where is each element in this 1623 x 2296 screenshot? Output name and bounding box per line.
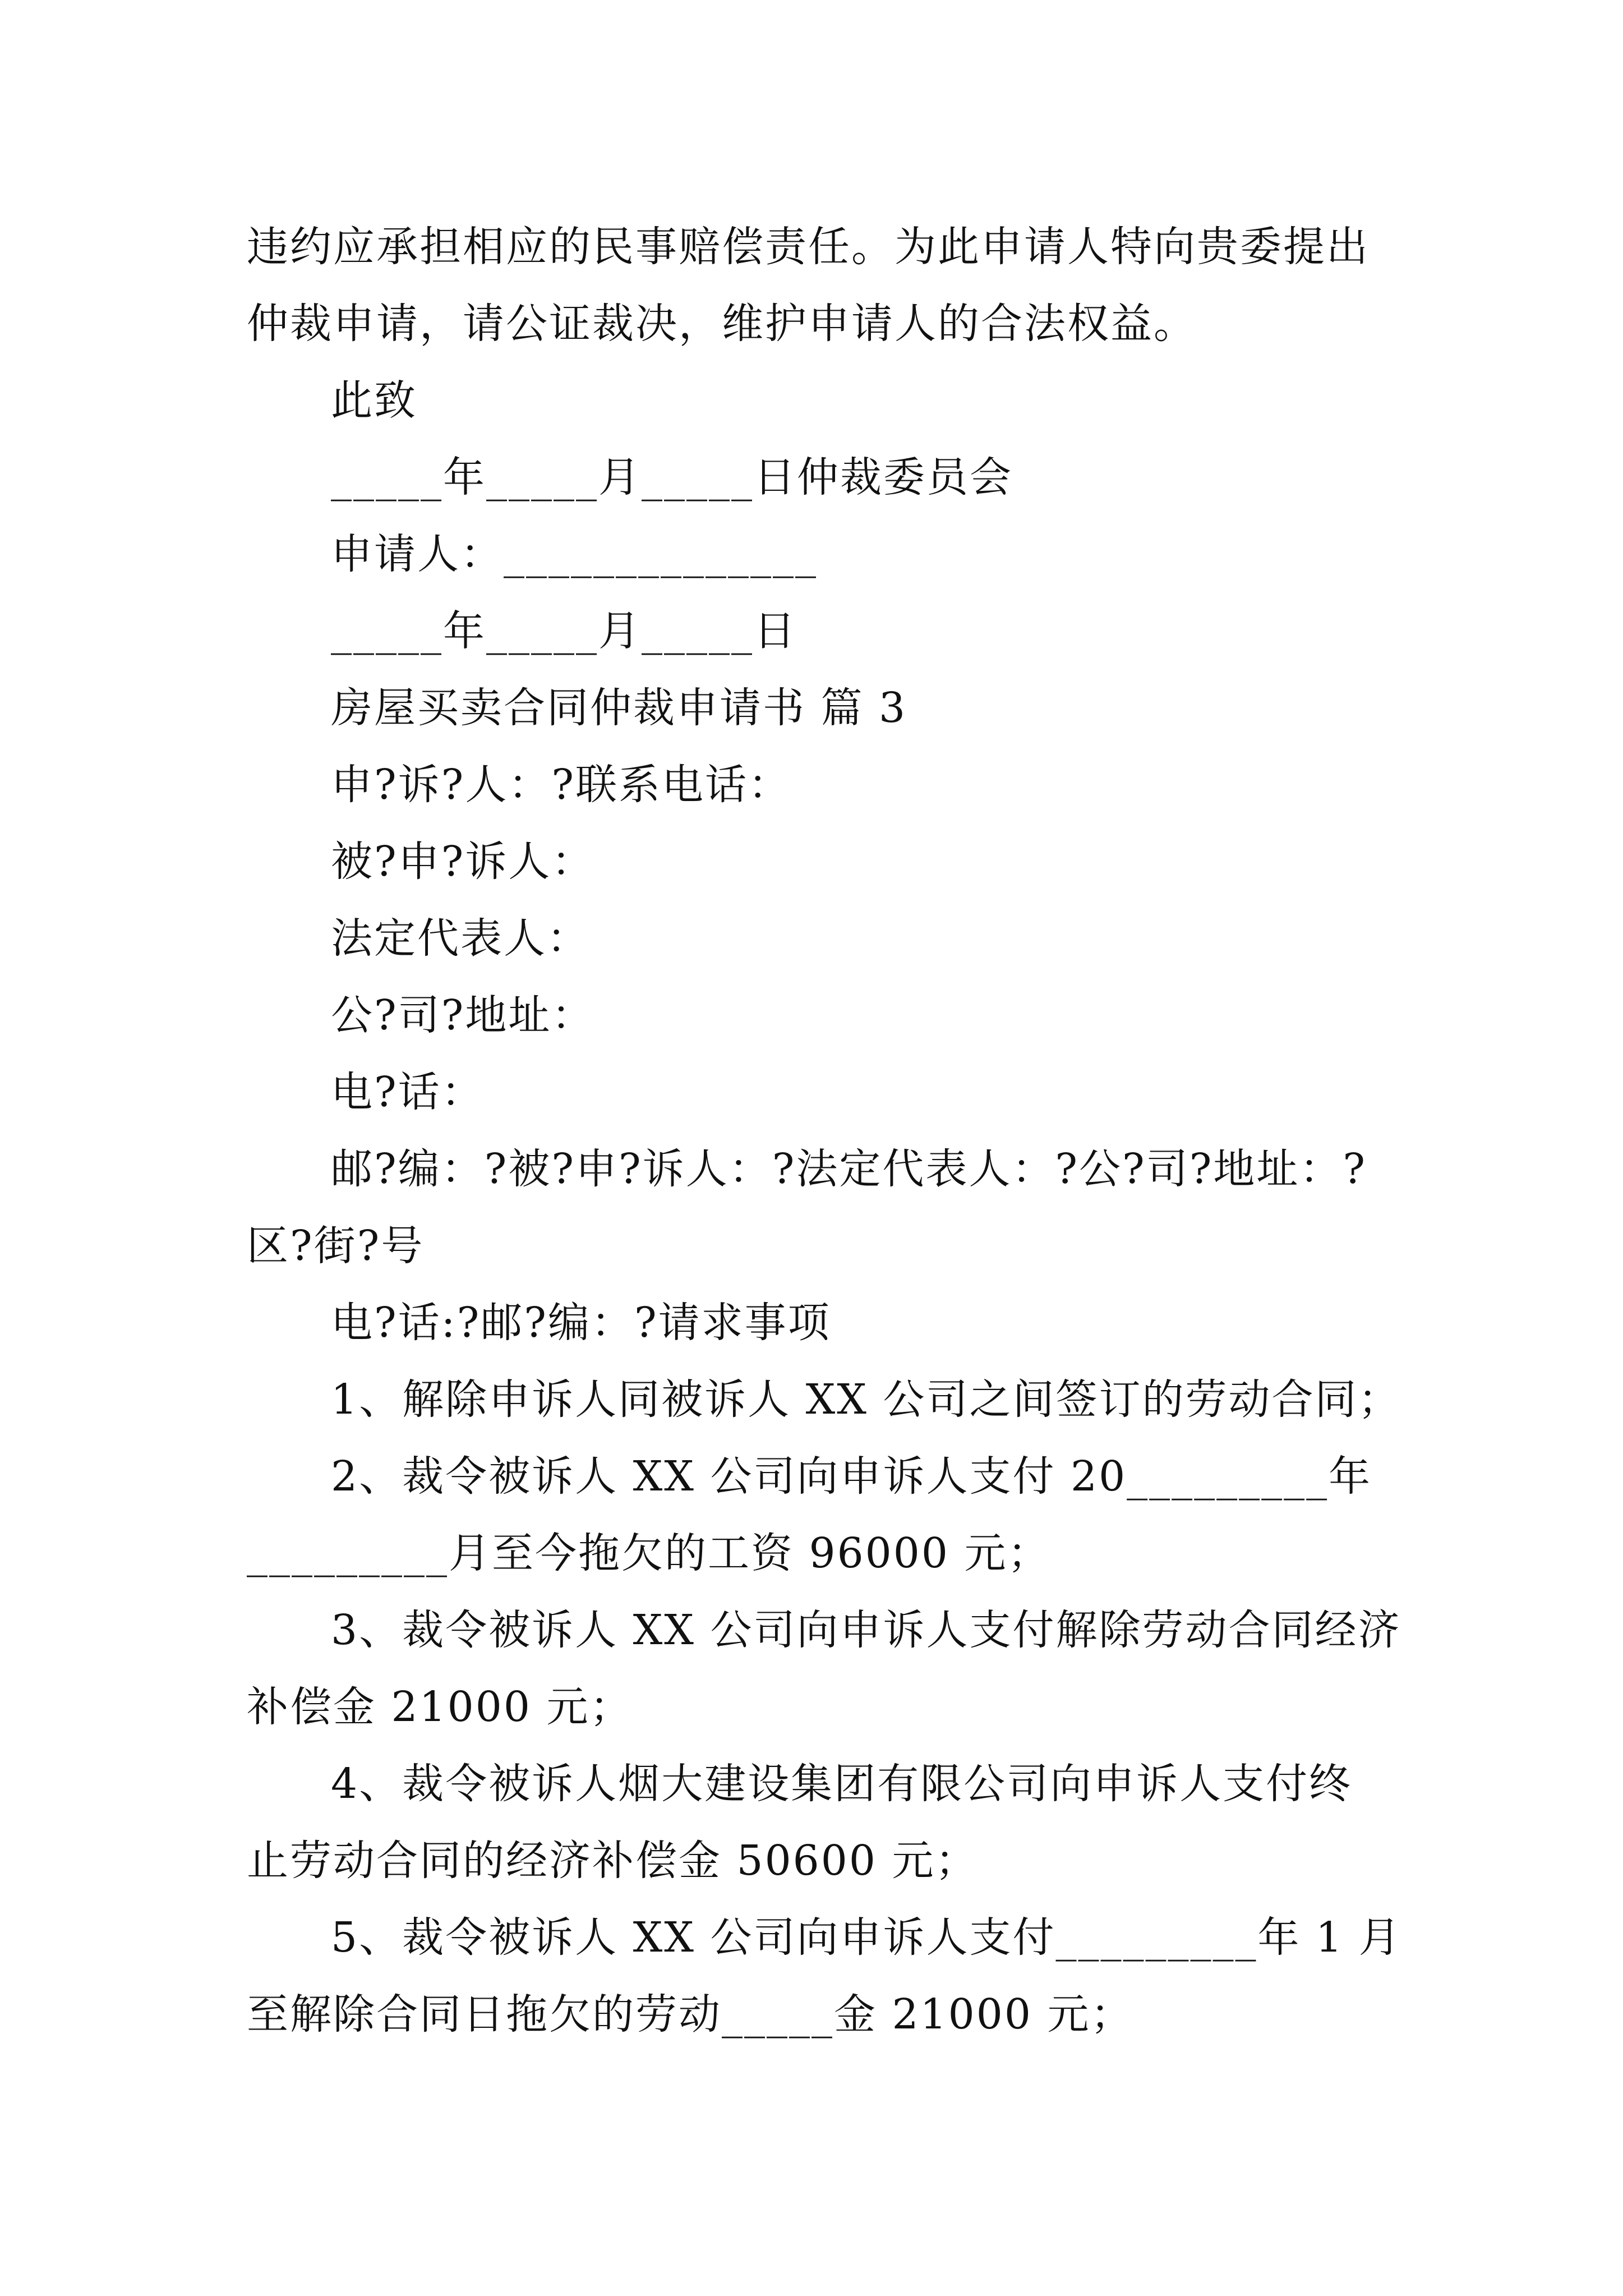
request-item-1: 1、解除申诉人同被诉人 XX 公司之间签订的劳动合同； (331, 1375, 1401, 1424)
phone-line: 电?话： (331, 1068, 485, 1116)
salutation: 此致 (331, 376, 417, 425)
date-committee-line: _____年_____月_____日仲裁委员会 (331, 453, 1013, 501)
district-line: 区?街?号 (247, 1222, 425, 1270)
request-item-5: 5、裁令被诉人 XX 公司向申诉人支付_________年 1 月 (331, 1913, 1402, 1962)
postcode-line: 邮?编：?被?申?诉人：?法定代表人：?公?司?地址：? (331, 1145, 1367, 1193)
request-item-3: 3、裁令被诉人 XX 公司向申诉人支付解除劳动合同经济 (331, 1606, 1401, 1654)
document-body (247, 209, 1402, 2053)
request-item-4: 4、裁令被诉人烟大建设集团有限公司向申诉人支付终 (331, 1760, 1353, 1808)
request-item-2-cont: _________月至今拖欠的工资 96000 元； (247, 1529, 1051, 1577)
applicant-signature-line: 申请人：______________ (331, 530, 818, 578)
company-address-line: 公?司?地址： (331, 991, 595, 1039)
request-item-2: 2、裁令被诉人 XX 公司向申诉人支付 20_________年 (331, 1452, 1372, 1501)
request-item-3-cont: 补偿金 21000 元； (247, 1683, 633, 1731)
request-item-5-cont: 至解除合同日拖欠的劳动_____金 21000 元； (247, 1990, 1134, 2039)
text-line: 仲裁申请，请公证裁决，维护申请人的合法权益。 (247, 300, 1197, 348)
legal-rep-line: 法定代表人： (331, 914, 590, 963)
section-heading: 房屋买卖合同仲裁申请书 篇 3 (331, 684, 907, 732)
complainant-line: 申?诉?人：?联系电话： (331, 761, 792, 809)
text-line: 违约应承担相应的民事赔偿责任。为此申请人特向贵委提出 (247, 223, 1370, 271)
signature-date-line: _____年_____月_____日 (331, 607, 797, 655)
requests-heading-line: 电?话:?邮?编：?请求事项 (331, 1299, 831, 1347)
respondent-line: 被?申?诉人： (331, 838, 595, 886)
request-item-4-cont: 止劳动合同的经济补偿金 50600 元； (247, 1837, 979, 1885)
